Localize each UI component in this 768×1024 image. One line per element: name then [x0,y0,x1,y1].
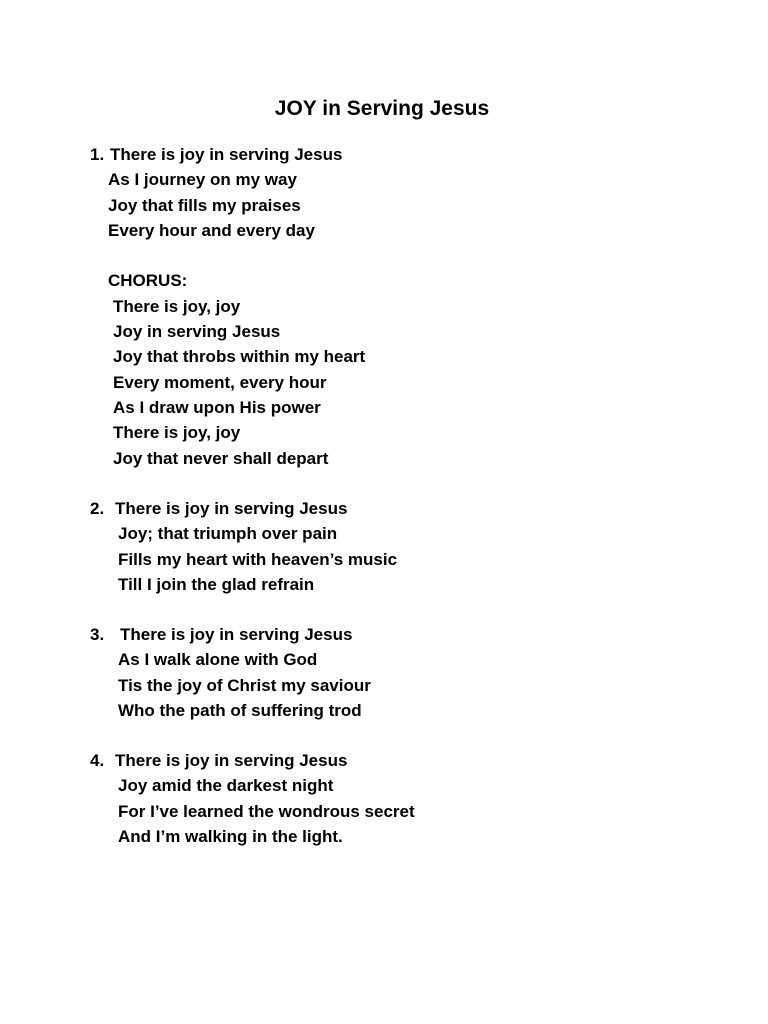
verse-2-line-1: There is joy in serving Jesus [115,499,348,518]
verse-1-line-4: Every hour and every day [108,221,315,240]
verse-2-number: 2. [90,499,105,518]
verse-3-number: 3. [90,625,105,644]
verse-4-line-4: And I’m walking in the light. [118,827,343,846]
chorus-line-3: Joy that throbs within my heart [113,347,366,366]
verse-4-line-1: There is joy in serving Jesus [115,751,348,770]
chorus-line-4: Every moment, every hour [113,373,327,392]
verse-2-line-2: Joy; that triumph over pain [118,524,338,543]
chorus-label: CHORUS: [108,271,188,290]
verse-1-line-2: As I journey on my way [108,170,297,189]
verse-2-line-4: Till I join the glad refrain [118,575,315,594]
chorus-line-6: There is joy, joy [113,423,241,442]
chorus-line-5: As I draw upon His power [113,398,321,417]
verse-2-line-3: Fills my heart with heaven’s music [118,550,398,569]
verse-4-line-3: For I’ve learned the wondrous secret [118,802,415,821]
verse-1-line-1: There is joy in serving Jesus [110,145,343,164]
verse-3-line-4: Who the path of suffering trod [118,701,362,720]
verse-3-line-3: Tis the joy of Christ my saviour [118,676,371,695]
chorus-line-1: There is joy, joy [113,297,241,316]
verse-1-line-3: Joy that fills my praises [108,196,301,215]
chorus-line-2: Joy in serving Jesus [113,322,281,341]
song-title: JOY in Serving Jesus [274,97,490,120]
verse-1-number: 1. [90,145,105,164]
verse-3-line-2: As I walk alone with God [118,650,318,669]
verse-4-number: 4. [90,751,105,770]
verse-4-line-2: Joy amid the darkest night [118,776,334,795]
verse-3-line-1: There is joy in serving Jesus [120,625,353,644]
chorus-line-7: Joy that never shall depart [113,449,329,468]
